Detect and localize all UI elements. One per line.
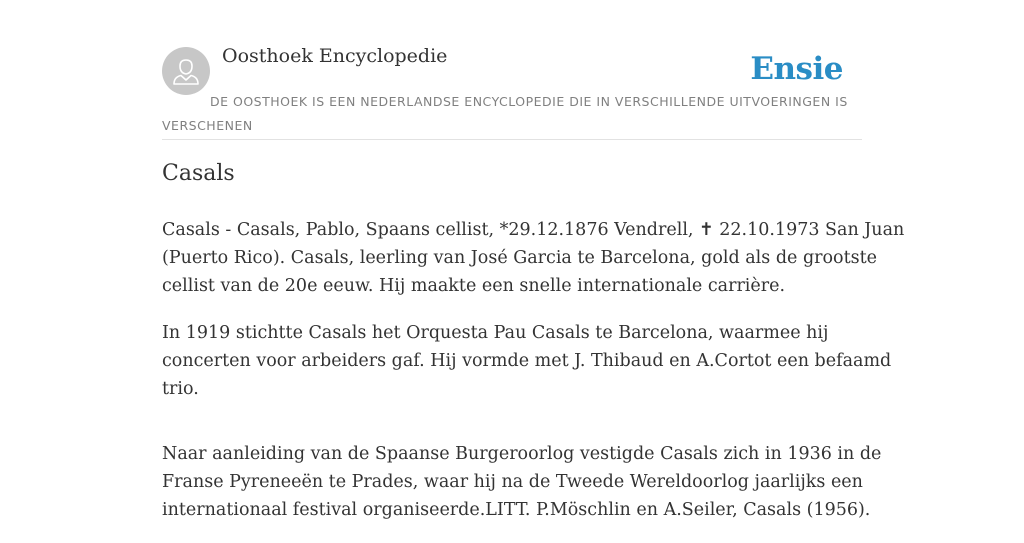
paragraph-line: internationaal festival organiseerde.LITT. P.Möschlin en A.Seiler, Casals (1956).	[162, 500, 871, 520]
article-body	[162, 216, 905, 543]
site-header	[162, 0, 862, 140]
article-paragraph	[162, 440, 882, 524]
article-title: Casals	[162, 161, 235, 186]
paragraph-line: Naar aanleiding van de Spaanse Burgeroorlog vestigde Casals zich in 1936 in de	[162, 444, 882, 464]
ensie-logo[interactable]: Ensie	[750, 51, 843, 87]
page-container	[162, 0, 905, 520]
article-paragraph	[162, 216, 905, 300]
site-tagline: DE OOSTHOEK IS EEN NEDERLANDSE ENCYCLOPEDIE DIE IN VERSCHILLENDE UITVOERINGEN IS VERSCHENEN	[162, 94, 848, 133]
site-name-link[interactable]: Oosthoek Encyclopedie	[222, 45, 448, 67]
paragraph-line: cellist van de 20e eeuw. Hij maakte een snelle internationale carrière.	[162, 276, 786, 296]
paragraph-line: Casals - Casals, Pablo, Spaans cellist, *29.12.1876 Vendrell, ✝ 22.10.1973 San Juan	[162, 220, 905, 240]
paragraph-line: Franse Pyreneeën te Prades, waar hij na de Tweede Wereldoorlog jaarlijks een	[162, 472, 863, 492]
paragraph-line: trio.	[162, 379, 199, 399]
paragraph-line: (Puerto Rico). Casals, leerling van José Garcia te Barcelona, gold als de grootste	[162, 248, 877, 268]
user-icon[interactable]	[162, 47, 210, 95]
article-paragraph	[162, 319, 892, 403]
paragraph-line: In 1919 stichtte Casals het Orquesta Pau Casals te Barcelona, waarmee hij	[162, 323, 829, 343]
paragraph-line: concerten voor arbeiders gaf. Hij vormde met J. Thibaud en A.Cortot een befaamd	[162, 351, 892, 371]
